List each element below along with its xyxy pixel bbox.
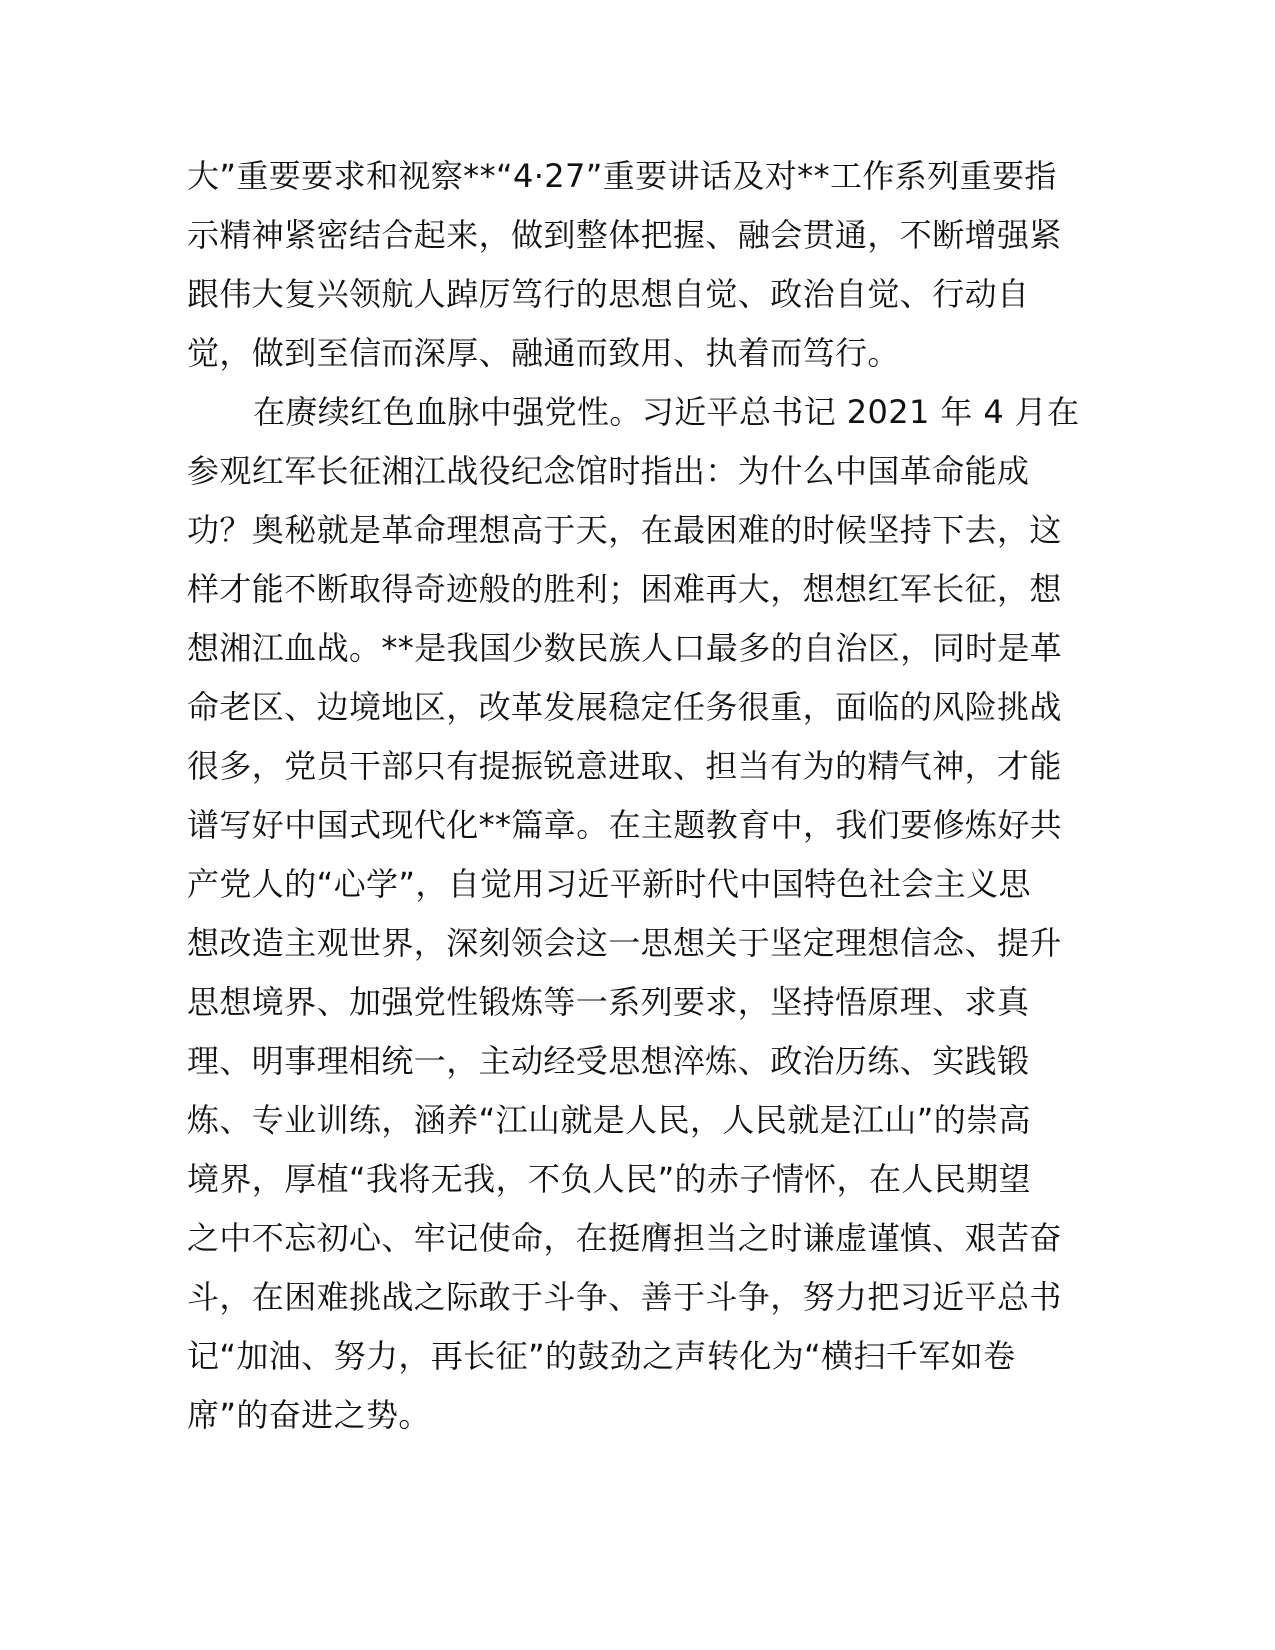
text-line: 在赓续红色血脉中强党性。习近平总书记 2021 年 4 月在	[253, 393, 1080, 431]
text-line: 命老区、边境地区，改革发展稳定任务很重，面临的风险挑战	[187, 688, 1062, 726]
text-line: 产党人的“心学”，自觉用习近平新时代中国特色社会主义思	[187, 865, 1031, 903]
text-line: 功？奥秘就是革命理想高于天，在最困难的时候坚持下去，这	[187, 511, 1062, 549]
text-line: 记“加油、努力，再长征”的鼓劲之声转化为“横扫千军如卷	[187, 1337, 1016, 1375]
text-line: 参观红军长征湘江战役纪念馆时指出：为什么中国革命能成	[187, 452, 1030, 490]
text-line: 谱写好中国式现代化**篇章。在主题教育中，我们要修炼好共	[187, 806, 1063, 844]
text-line: 席”的奋进之势。	[187, 1396, 431, 1434]
text-line: 炼、专业训练，涵养“江山就是人民，人民就是江山”的崇高	[187, 1101, 1031, 1139]
text-line: 跟伟大复兴领航人踔厉笃行的思想自觉、政治自觉、行动自	[187, 275, 1030, 313]
text-line: 境界，厚植“我将无我，不负人民”的赤子情怀，在人民期望	[187, 1160, 1031, 1198]
text-line: 之中不忘初心、牢记使命，在挺膺担当之时谦虚谨慎、艰苦奋	[187, 1219, 1062, 1257]
text-line: 大”重要要求和视察**“4·27”重要讲话及对**工作系列重要指	[187, 157, 1057, 195]
text-line: 示精神紧密结合起来，做到整体把握、融会贯通，不断增强紧	[187, 216, 1062, 254]
text-line: 斗，在困难挑战之际敢于斗争、善于斗争，努力把习近平总书	[187, 1278, 1062, 1316]
text-line: 理、明事理相统一，主动经受思想淬炼、政治历练、实践锻	[187, 1042, 1030, 1080]
paragraph-2	[187, 383, 1087, 1445]
document-body	[187, 147, 1087, 1445]
paragraph-1	[187, 147, 1087, 383]
text-line: 样才能不断取得奇迹般的胜利；困难再大，想想红军长征，想	[187, 570, 1062, 608]
text-line: 想改造主观世界，深刻领会这一思想关于坚定理想信念、提升	[187, 924, 1062, 962]
text-line: 很多，党员干部只有提振锐意进取、担当有为的精气神，才能	[187, 747, 1062, 785]
text-line: 想湘江血战。**是我国少数民族人口最多的自治区，同时是革	[187, 629, 1063, 667]
text-line: 思想境界、加强党性锻炼等一系列要求，坚持悟原理、求真	[187, 983, 1030, 1021]
text-line: 觉，做到至信而深厚、融通而致用、执着而笃行。	[187, 334, 900, 372]
